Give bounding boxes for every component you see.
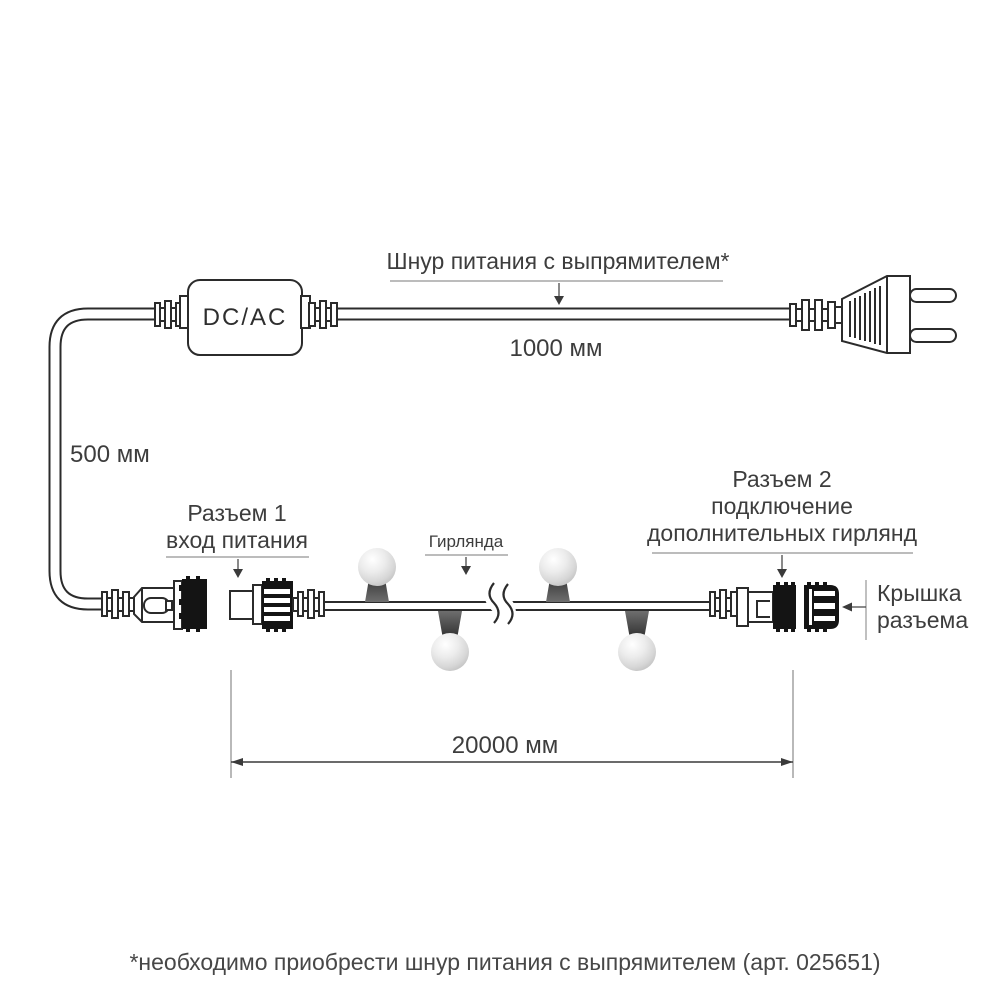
annotation-connector-2 xyxy=(647,466,918,578)
dimension-garland-length xyxy=(231,670,793,778)
plug-strain-relief xyxy=(790,300,843,330)
adapter-label: DC/AC xyxy=(202,304,288,331)
cap-label-line1: Крышка xyxy=(877,580,962,606)
strain-relief xyxy=(293,590,324,618)
plug-prong-bottom xyxy=(910,329,956,342)
left-arrow-icon xyxy=(231,758,243,766)
cap-label-line2: разъема xyxy=(877,607,969,633)
strain-relief xyxy=(710,590,737,618)
down-arrow-icon xyxy=(554,296,564,305)
connector2-label-line1: Разъем 2 xyxy=(732,466,832,492)
bulb-4 xyxy=(618,611,656,671)
connector1-label-line1: Разъем 1 xyxy=(187,500,287,526)
bulb-2 xyxy=(431,611,469,671)
bulb-icon xyxy=(358,548,396,586)
bulb-icon xyxy=(431,633,469,671)
connector-collar xyxy=(737,588,748,626)
input-cable-length: 500 мм xyxy=(70,441,150,468)
plug-tip xyxy=(230,591,253,619)
knurled-ring xyxy=(179,576,207,632)
adapter-strain-relief-right xyxy=(309,301,337,328)
knurled-ring xyxy=(773,582,796,632)
power-cord-label: Шнур питания с выпрямителем* xyxy=(386,248,730,274)
bulb-icon xyxy=(618,633,656,671)
right-arrow-icon xyxy=(781,758,793,766)
dc-ac-adapter xyxy=(155,280,337,355)
annotation-connector-1 xyxy=(166,500,309,578)
down-arrow-icon xyxy=(461,566,471,575)
connector1-label-line2: вход питания xyxy=(166,527,308,553)
left-arrow-icon xyxy=(842,603,852,612)
bulb-3 xyxy=(539,548,577,602)
power-plug-icon xyxy=(790,276,956,353)
connector2-label-line3: дополнительных гирлянд xyxy=(647,520,917,546)
garland-length: 20000 мм xyxy=(451,732,559,759)
footnote: *необходимо приобрести шнур питания с выпрямителем (арт. 025651) xyxy=(129,949,881,975)
annotation-power-cord xyxy=(387,248,730,362)
annotation-cap xyxy=(842,580,968,640)
adapter-strain-relief-left xyxy=(155,301,182,328)
strain-relief xyxy=(102,590,135,618)
down-arrow-icon xyxy=(233,569,243,578)
bulb-1 xyxy=(358,548,396,602)
connector-1-male xyxy=(230,578,324,632)
connector-2-female xyxy=(710,582,796,632)
plug-prong-top xyxy=(910,289,956,302)
bulb-icon xyxy=(539,548,577,586)
cable-break-icon xyxy=(490,582,513,624)
connector-flange xyxy=(253,585,262,624)
annotation-garland xyxy=(425,532,508,575)
garland-label: Гирлянда xyxy=(428,532,504,551)
connector-1-female xyxy=(102,576,207,632)
knurled-body xyxy=(262,578,293,632)
connector2-label-line2: подключение xyxy=(711,493,853,519)
connector-cap xyxy=(804,582,839,632)
down-arrow-icon xyxy=(777,569,787,578)
power-cord-length: 1000 мм xyxy=(509,335,603,362)
